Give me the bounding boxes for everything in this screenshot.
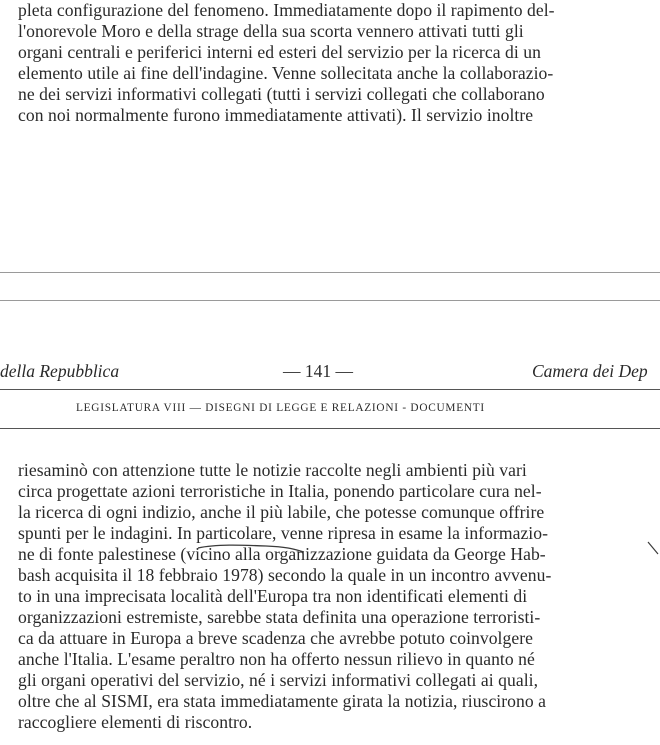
header-chamber-left: della Repubblica (0, 361, 120, 381)
text-line: circa progettate azioni terroristiche in Italia, ponendo particolare cura nel- (18, 481, 542, 501)
text-line: organi centrali e periferici interni ed esteri del servizio per la ricerca di un (18, 42, 541, 62)
text-line: bash acquisita il 18 febbraio 1978) secondo la quale in un incontro avvenu- (18, 565, 552, 585)
page-separator-line (0, 272, 660, 273)
text-line: spunti per le indagini. In particolare, venne ripresa in esame la informazio- (18, 523, 548, 543)
text-line: ne di fonte palestinese (vicino alla organizzazione guidata da George Hab- (18, 544, 546, 564)
text-line: raccogliere elementi di riscontro. (18, 712, 253, 732)
text-line: riesaminò con attenzione tutte le notizie raccolte negli ambienti più vari (18, 460, 527, 480)
handwritten-underline-mark (196, 540, 306, 554)
text-line: l'onorevole Moro e della strage della sua scorta vennero attivati tutti gli (18, 21, 524, 41)
header-rule (0, 389, 660, 390)
header-chamber-right: Camera dei Dep (532, 361, 648, 381)
text-line: ca da attuare in Europa a breve scadenza che avrebbe potuto coinvolgere (18, 628, 533, 648)
text-line: elemento utile ai fine dell'indagine. Venne sollecitata anche la collaborazio- (18, 63, 554, 83)
text-line: pleta configurazione del fenomeno. Immediatamente dopo il rapimento del- (18, 0, 555, 20)
legislature-title: LEGISLATURA VIII — DISEGNI DI LEGGE E RELAZIONI - DOCUMENTI (76, 402, 485, 414)
page-separator-line (0, 300, 660, 301)
page-number: — 141 — (283, 361, 353, 381)
margin-pen-mark (646, 540, 660, 580)
text-line: la ricerca di ogni indizio, anche il più labile, che potesse comunque offrire (18, 502, 545, 522)
text-line: anche l'Italia. L'esame peraltro non ha offerto nessun rilievo in quanto né (18, 649, 535, 669)
legislature-rule (0, 428, 660, 429)
text-line: organizzazioni estremiste, sarebbe stata definita una operazione terroristi- (18, 607, 541, 627)
text-line: con noi normalmente furono immediatamente attivati). Il servizio inoltre (18, 105, 534, 125)
text-line: to in una imprecisata località dell'Europa tra non identificati elementi di (18, 586, 528, 606)
text-line: ne dei servizi informativi collegati (tutti i servizi collegati che collaborano (18, 84, 545, 104)
text-line: oltre che al SISMI, era stata immediatamente girata la notizia, riuscirono a (18, 691, 546, 711)
text-line: gli organi operativi del servizio, né i servizi informativi collegati ai quali, (18, 670, 539, 690)
